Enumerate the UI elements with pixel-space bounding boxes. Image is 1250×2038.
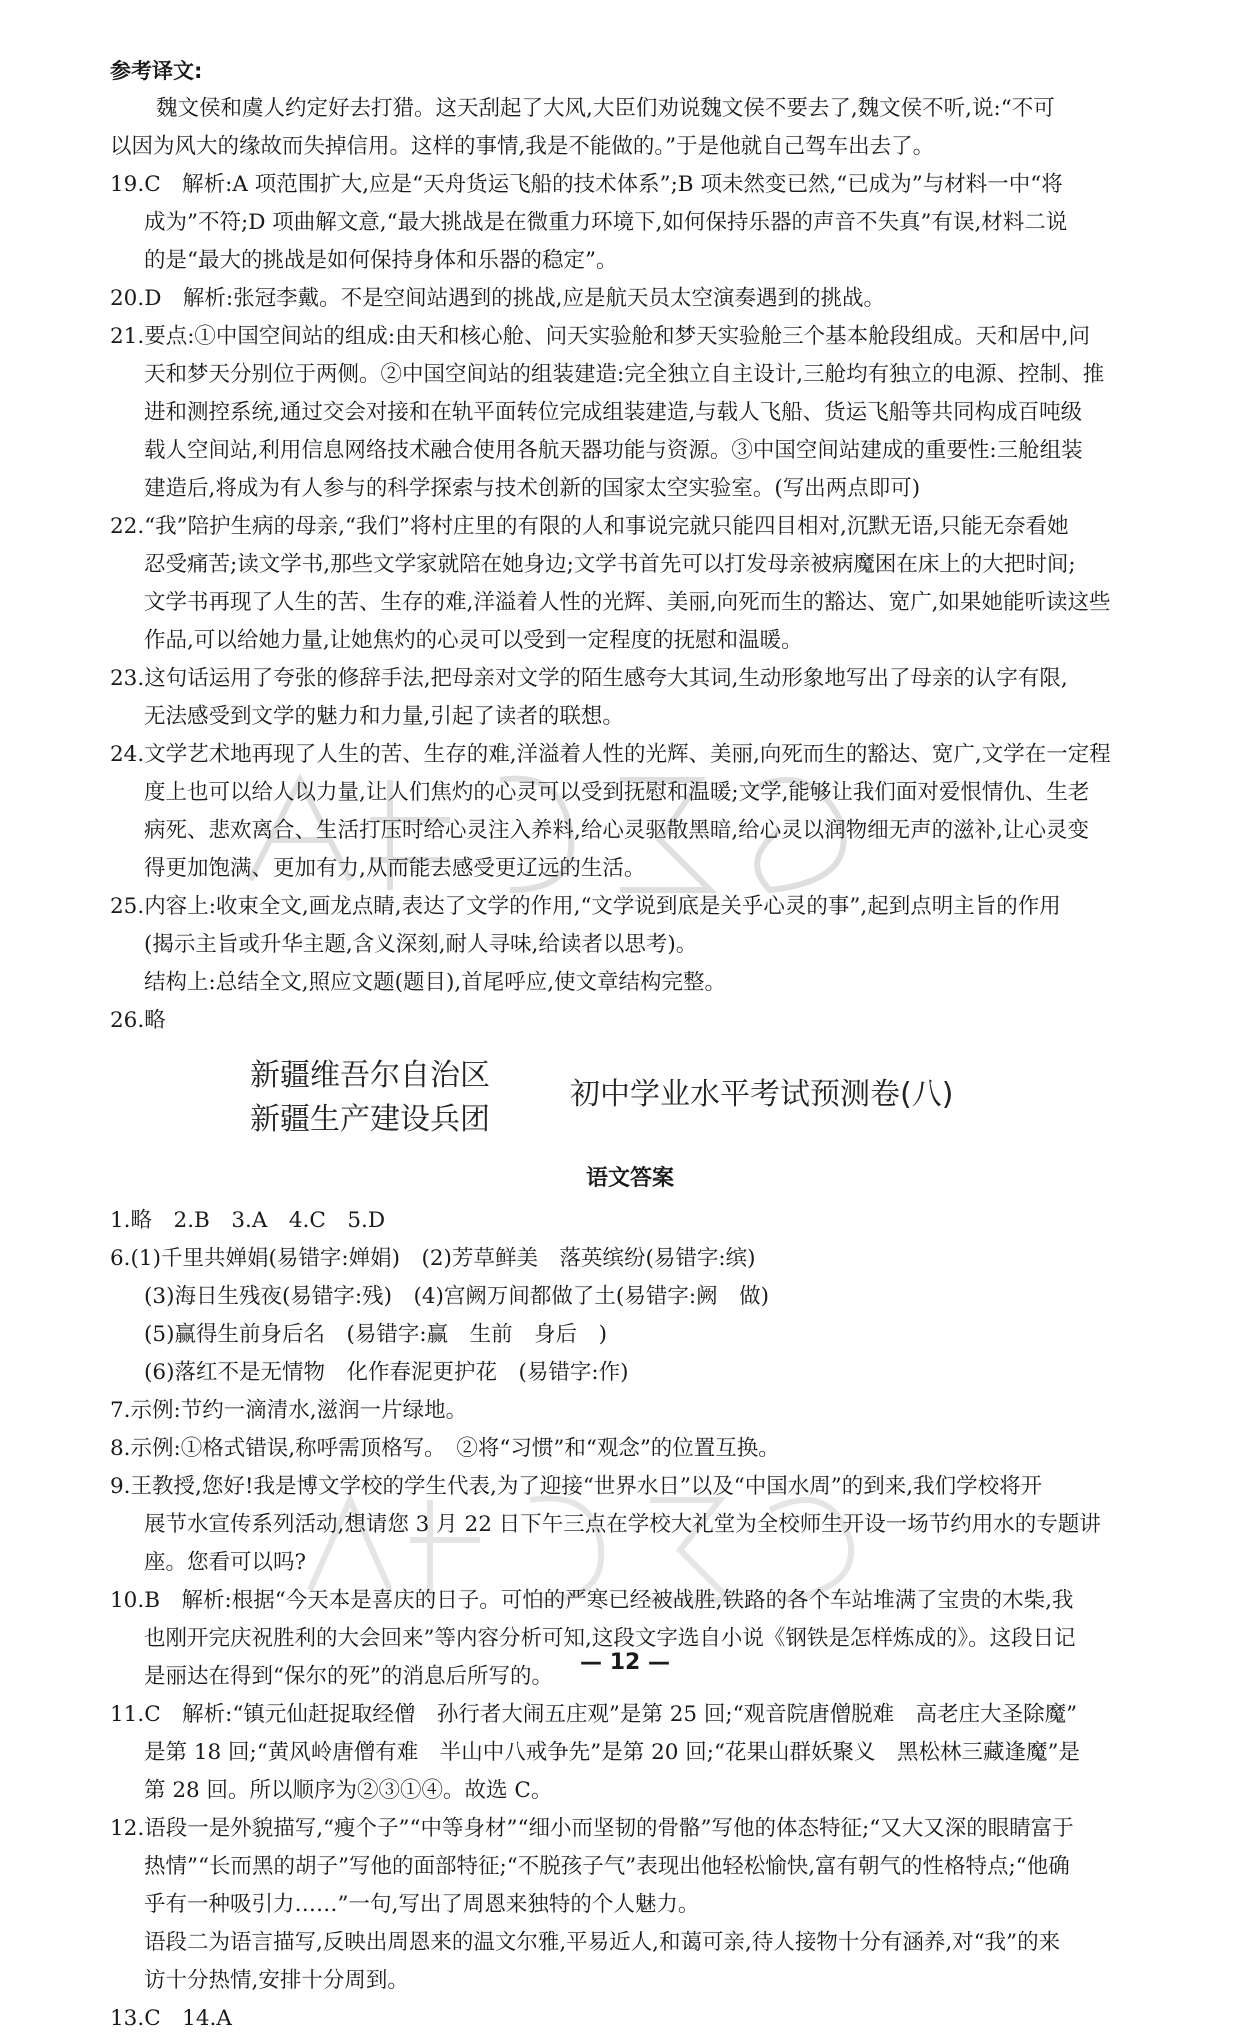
answer-line: 乎有一种吸引力……”一句,写出了周恩来独特的个人魅力。 bbox=[144, 1892, 700, 1917]
answer-line: 23.这句话运用了夸张的修辞手法,把母亲对文学的陌生感夸大其词,生动形象地写出了母亲的认字有限, bbox=[110, 666, 1068, 691]
answer-1-5 bbox=[110, 1202, 1150, 1240]
answer-7 bbox=[110, 1392, 1150, 1430]
answer-line: 25.内容上:收束全文,画龙点睛,表达了文学的作用,“文学说到底是关乎心灵的事”,起到点明主旨的作用 bbox=[110, 894, 1061, 919]
answer-line: 10.B 解析:根据“今天本是喜庆的日子。可怕的严寒已经被战胜,铁路的各个车站堆满了宝贵的木柴,我 bbox=[110, 1588, 1074, 1613]
page-number: — 12 — bbox=[580, 1650, 670, 1675]
answer-line: 载人空间站,利用信息网络技术融合使用各航天器功能与资源。③中国空间站建成的重要性:三舱组装 bbox=[144, 438, 1083, 463]
answer-8 bbox=[110, 1430, 1150, 1468]
answer-12 bbox=[110, 1810, 1150, 2000]
answer-line: 无法感受到文学的魅力和力量,引起了读者的联想。 bbox=[144, 704, 624, 729]
answer-line: 也刚开完庆祝胜利的大会回来”等内容分析可知,这段文字选自小说《钢铁是怎样炼成的》。这段日记 bbox=[144, 1626, 1076, 1651]
answer-line: 第 28 回。所以顺序为②③①④。故选 C。 bbox=[144, 1778, 553, 1803]
answer-line: 1.略 2.B 3.A 4.C 5.D bbox=[110, 1208, 386, 1233]
answer-line: 24.文学艺术地再现了人生的苦、生存的难,洋溢着人性的光辉、美丽,向死而生的豁达、宽广,文学在一定程 bbox=[110, 742, 1111, 767]
answer-24 bbox=[110, 736, 1150, 888]
answer-line: 语段二为语言描写,反映出周恩来的温文尔雅,平易近人,和蔼可亲,待人接物十分有涵养,对“我”的来 bbox=[144, 1930, 1061, 1955]
answer-line: (5)赢得生前身后名 (易错字:赢 生前 身后 ) bbox=[144, 1322, 607, 1347]
answer-19 bbox=[110, 166, 1150, 280]
answer-line: 座。您看可以吗? bbox=[144, 1550, 307, 1575]
answer-line: 6.(1)千里共婵娟(易错字:婵娟) (2)芳草鲜美 落英缤纷(易错字:缤) bbox=[110, 1246, 756, 1271]
answer-line: 热情”“长而黑的胡子”写他的面部特征;“不脱孩子气”表现出他轻松愉快,富有朝气的性格特点;“他确 bbox=[144, 1854, 1070, 1879]
region-name bbox=[250, 1054, 490, 1142]
answer-line: (3)海日生残夜(易错字:残) (4)宫阙万间都做了土(易错字:阙 做) bbox=[144, 1284, 769, 1309]
answer-line: 12.语段一是外貌描写,“瘦个子”“中等身材”“细小而坚韧的骨骼”写他的体态特征;“又大又深的眼睛富于 bbox=[110, 1816, 1074, 1841]
answer-21 bbox=[110, 318, 1150, 508]
answer-line: (6)落红不是无情物 化作春泥更护花 (易错字:作) bbox=[144, 1360, 629, 1385]
region-line: 新疆维吾尔自治区 bbox=[250, 1058, 490, 1093]
answer-line: 20.D 解析:张冠李戴。不是空间站遇到的挑战,应是航天员太空演奏遇到的挑战。 bbox=[110, 286, 886, 311]
answer-section-title: 语文答案 bbox=[585, 1166, 674, 1191]
answer-25 bbox=[110, 888, 1150, 1002]
answer-23 bbox=[110, 660, 1150, 736]
answer-9 bbox=[110, 1468, 1150, 1582]
answer-line: 进和测控系统,通过交会对接和在轨平面转位完成组装建造,与载人飞船、货运飞船等共同构成百吨级 bbox=[144, 400, 1083, 425]
answer-line: 是第 18 回;“黄风岭唐僧有难 半山中八戒争先”是第 20 回;“花果山群妖聚义 黑松林三藏逢魔”是 bbox=[144, 1740, 1081, 1765]
answer-line: 度上也可以给人以力量,让人们焦灼的心灵可以受到抚慰和温暖;文学,能够让我们面对爱恨情仇、生老 bbox=[144, 780, 1090, 805]
answer-line: 展节水宣传系列活动,想请您 3 月 22 日下午三点在学校大礼堂为全校师生开设一场节约用水的专题讲 bbox=[144, 1512, 1101, 1537]
answer-line: 的是“最大的挑战是如何保持身体和乐器的稳定”。 bbox=[144, 248, 618, 273]
answer-line: 8.示例:①格式错误,称呼需顶格写。 ②将“习惯”和“观念”的位置互换。 bbox=[110, 1436, 780, 1461]
answer-13-14 bbox=[110, 2000, 1150, 2038]
answer-22 bbox=[110, 508, 1150, 660]
answer-line: 是丽达在得到“保尔的死”的消息后所写的。 bbox=[144, 1664, 553, 1689]
answer-20 bbox=[110, 280, 1150, 318]
answer-line: 7.示例:节约一滴清水,滋润一片绿地。 bbox=[110, 1398, 468, 1423]
answer-line: 21.要点:①中国空间站的组成:由天和核心舱、问天实验舱和梦天实验舱三个基本舱段组成。天和居中,问 bbox=[110, 324, 1091, 349]
answer-line: 建造后,将成为有人参与的科学探索与技术创新的国家太空实验室。(写出两点即可) bbox=[144, 476, 921, 501]
answer-line: 病死、悲欢离合、生活打压时给心灵注入养料,给心灵驱散黑暗,给心灵以润物细无声的滋补,让心灵变 bbox=[144, 818, 1090, 843]
answer-line: 19.C 解析:A 项范围扩大,应是“天舟货运飞船的技术体系”;B 项未然变已然,“已成为”与材料一中“将 bbox=[110, 172, 1063, 197]
answer-line: 成为”不符;D 项曲解文意,“最大挑战是在微重力环境下,如何保持乐器的声音不失真”有误,材料二说 bbox=[144, 210, 1068, 235]
translation-line: 魏文侯和虞人约定好去打猎。这天刮起了大风,大臣们劝说魏文侯不要去了,魏文侯不听,说:“不可 bbox=[156, 96, 1055, 121]
answer-line: 天和梦天分别位于两侧。②中国空间站的组装建造:完全独立自主设计,三舱均有独立的电源、控制、推 bbox=[144, 362, 1105, 387]
region-line: 新疆生产建设兵团 bbox=[250, 1102, 490, 1137]
translation-heading: 参考译文: bbox=[110, 59, 203, 83]
answer-line: 文学书再现了人生的苦、生存的难,洋溢着人性的光辉、美丽,向死而生的豁达、宽广,如果她能听读这些 bbox=[144, 590, 1111, 615]
answer-line: 11.C 解析:“镇元仙赶捉取经僧 孙行者大闹五庄观”是第 25 回;“观音院唐僧脱难 高老庄大圣除魔” bbox=[110, 1702, 1078, 1727]
answer-line: 作品,可以给她力量,让她焦灼的心灵可以受到一定程度的抚慰和温暖。 bbox=[144, 628, 803, 653]
answer-26 bbox=[110, 1002, 1150, 1040]
answer-6 bbox=[110, 1240, 1150, 1392]
answer-11 bbox=[110, 1696, 1150, 1810]
answer-line: 9.王教授,您好!我是博文学校的学生代表,为了迎接“世界水日”以及“中国水周”的到来,我们学校将开 bbox=[110, 1474, 1043, 1499]
exam-title: 初中学业水平考试预测卷(八) bbox=[570, 1077, 954, 1112]
answer-line: 26.略 bbox=[110, 1008, 166, 1033]
answer-line: 得更加饱满、更加有力,从而能去感受更辽远的生活。 bbox=[144, 856, 646, 881]
answer-line: 忍受痛苦;读文学书,那些文学家就陪在她身边;文学书首先可以打发母亲被病魔困在床上的大把时间; bbox=[144, 552, 1076, 577]
answer-line: 访十分热情,安排十分周到。 bbox=[144, 1968, 409, 1993]
exam-section-header bbox=[110, 1046, 1150, 1156]
answer-line: 22.“我”陪护生病的母亲,“我们”将村庄里的有限的人和事说完就只能四目相对,沉默无语,只能无奈看她 bbox=[110, 514, 1069, 539]
answer-10 bbox=[110, 1582, 1150, 1696]
answer-line: (揭示主旨或升华主题,含义深刻,耐人寻味,给读者以思考)。 bbox=[144, 932, 698, 957]
document-body bbox=[110, 52, 1150, 2038]
translation-line: 以因为风大的缘故而失掉信用。这样的事情,我是不能做的。”于是他就自己驾车出去了。 bbox=[110, 134, 935, 159]
answer-line: 结构上:总结全文,照应文题(题目),首尾呼应,使文章结构完整。 bbox=[144, 970, 727, 995]
answer-line: 13.C 14.A bbox=[110, 2006, 232, 2031]
